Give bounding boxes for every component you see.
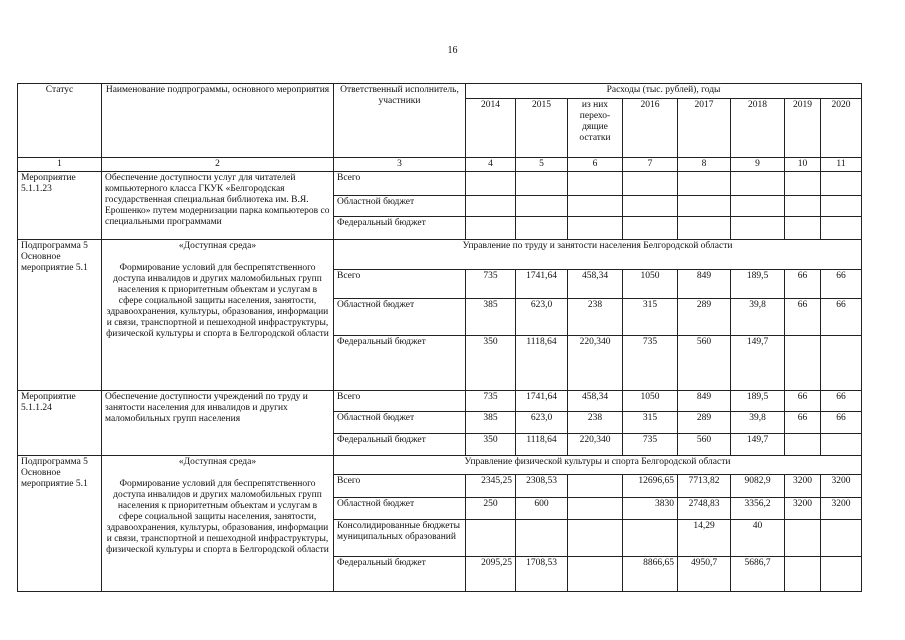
header-name: Наименование подпрограммы, основного мероприятия xyxy=(102,84,334,158)
cell-value: 4950,7 xyxy=(678,557,731,592)
cell-value: 2308,53 xyxy=(516,475,568,498)
cell-value: 735 xyxy=(466,391,516,412)
cell-value: 315 xyxy=(623,299,678,336)
row-name: Формирование условий для беспрепятственного доступа инвалидов и других маломобильных групп населения к приоритетным объектам и услугам в сфере социальной защиты населения, занятости, здравоохранения, культуры, образования, информации и связи, транспортной и пешеходной инфраструктуры, физической культуры и спорта в Белгородской области xyxy=(106,263,329,339)
cell-value: 849 xyxy=(678,391,731,412)
cell-value: 1741,64 xyxy=(516,391,568,412)
cell-value: 3356,2 xyxy=(731,498,785,520)
cell-value: 289 xyxy=(678,299,731,336)
col-number: 10 xyxy=(785,158,821,172)
cell-value: 3200 xyxy=(821,498,862,520)
cell-value: 1118,64 xyxy=(516,434,568,456)
row-label: Областной бюджет xyxy=(334,196,466,217)
cell-value: 2345,25 xyxy=(466,475,516,498)
cell-value: 66 xyxy=(821,391,862,412)
header-2014: 2014 xyxy=(466,99,516,158)
cell-value: 735 xyxy=(623,336,678,391)
cell-value xyxy=(821,434,862,456)
row-status: Подпрограмма 5 Основное мероприятие 5.1 xyxy=(18,240,102,391)
cell-value: 5686,7 xyxy=(731,557,785,592)
cell-value: 458,34 xyxy=(568,391,623,412)
cell-value: 250 xyxy=(466,498,516,520)
cell-value: 238 xyxy=(568,299,623,336)
row-label: Консолидированные бюджеты муниципальных образований xyxy=(334,520,466,557)
cell-value: 1050 xyxy=(623,391,678,412)
section-header: Управление по труду и занятости населения Белгородской области xyxy=(334,240,862,270)
cell-value: 149,7 xyxy=(731,434,785,456)
cell-value: 623,0 xyxy=(516,299,568,336)
cell-value: 238 xyxy=(568,412,623,434)
col-number: 7 xyxy=(623,158,678,172)
header-2015: 2015 xyxy=(516,99,568,158)
cell-value xyxy=(821,557,862,592)
row-name-cell xyxy=(102,240,334,391)
cell-value: 560 xyxy=(678,336,731,391)
cell-value: 458,34 xyxy=(568,270,623,299)
header-2018: 2018 xyxy=(731,99,785,158)
col-number: 8 xyxy=(678,158,731,172)
cell-value: 7713,82 xyxy=(678,475,731,498)
header-status: Статус xyxy=(18,84,102,158)
row-status: Мероприятие 5.1.1.23 xyxy=(18,172,102,240)
cell-value xyxy=(466,520,516,557)
header-2017: 2017 xyxy=(678,99,731,158)
cell-value: 623,0 xyxy=(516,412,568,434)
row-name: Обеспечение доступности учреждений по труду и занятости населения для инвалидов и других маломобильных групп населения xyxy=(102,391,334,456)
cell-value xyxy=(516,520,568,557)
cell-value: 385 xyxy=(466,412,516,434)
row-name-cell xyxy=(102,456,334,592)
cell-value: 1741,64 xyxy=(516,270,568,299)
row-label: Федеральный бюджет xyxy=(334,336,466,391)
cell-value: 3830 xyxy=(623,498,678,520)
row-label: Областной бюджет xyxy=(334,412,466,434)
cell-value: 220,340 xyxy=(568,434,623,456)
cell-value: 1118,64 xyxy=(516,336,568,391)
cell-value: 849 xyxy=(678,270,731,299)
header-2016: 2016 xyxy=(623,99,678,158)
cell-value: 66 xyxy=(821,270,862,299)
cell-value: 40 xyxy=(731,520,785,557)
cell-value: 9082,9 xyxy=(731,475,785,498)
cell-value xyxy=(785,434,821,456)
row-label: Всего xyxy=(334,475,466,498)
row-status: Подпрограмма 5 Основное мероприятие 5.1 xyxy=(18,456,102,592)
cell-value: 8866,65 xyxy=(623,557,678,592)
cell-value: 189,5 xyxy=(731,270,785,299)
cell-value xyxy=(821,520,862,557)
section-header: Управление физической культуры и спорта Белгородской области xyxy=(334,456,862,475)
cell-value xyxy=(821,336,862,391)
cell-value: 350 xyxy=(466,336,516,391)
cell-value: 3200 xyxy=(785,498,821,520)
col-number: 5 xyxy=(516,158,568,172)
cell-value: 735 xyxy=(623,434,678,456)
col-number: 2 xyxy=(102,158,334,172)
row-label: Федеральный бюджет xyxy=(334,217,466,240)
cell-value: 289 xyxy=(678,412,731,434)
col-number: 1 xyxy=(18,158,102,172)
header-2020: 2020 xyxy=(821,99,862,158)
col-number: 6 xyxy=(568,158,623,172)
col-number: 11 xyxy=(821,158,862,172)
column-numbers-row xyxy=(18,158,862,172)
header-2019: 2019 xyxy=(785,99,821,158)
cell-value: 12696,65 xyxy=(623,475,678,498)
col-number: 4 xyxy=(466,158,516,172)
cell-value xyxy=(568,520,623,557)
cell-value: 1050 xyxy=(623,270,678,299)
cell-value: 2748,83 xyxy=(678,498,731,520)
row-label: Всего xyxy=(334,270,466,299)
row-title: «Доступная среда» xyxy=(178,457,257,467)
cell-value: 14,29 xyxy=(678,520,731,557)
cell-value: 66 xyxy=(785,412,821,434)
cell-value xyxy=(785,557,821,592)
col-number: 3 xyxy=(334,158,466,172)
budget-table xyxy=(17,83,862,592)
table-row xyxy=(18,240,862,270)
cell-value: 385 xyxy=(466,299,516,336)
cell-value: 315 xyxy=(623,412,678,434)
cell-value: 149,7 xyxy=(731,336,785,391)
table-row xyxy=(18,172,862,196)
header-row xyxy=(18,84,862,99)
col-number: 9 xyxy=(731,158,785,172)
cell-value: 2095,25 xyxy=(466,557,516,592)
cell-value: 66 xyxy=(821,299,862,336)
cell-value: 3200 xyxy=(785,475,821,498)
cell-value: 3200 xyxy=(821,475,862,498)
row-label: Всего xyxy=(334,391,466,412)
cell-value xyxy=(623,520,678,557)
cell-value: 560 xyxy=(678,434,731,456)
row-label: Федеральный бюджет xyxy=(334,557,466,592)
cell-value xyxy=(568,557,623,592)
row-name: Обеспечение доступности услуг для читателей компьютерного класса ГКУК «Белгородская государственная специальная библиотека им. В.Я. Ерошенко» путем модернизации парка компьютеров со специальными программами xyxy=(102,172,334,240)
row-status: Мероприятие 5.1.1.24 xyxy=(18,391,102,456)
cell-value: 189,5 xyxy=(731,391,785,412)
cell-value: 39,8 xyxy=(731,299,785,336)
cell-value: 350 xyxy=(466,434,516,456)
row-title: «Доступная среда» xyxy=(178,241,257,251)
cell-value xyxy=(785,520,821,557)
page-number: 16 xyxy=(447,45,458,56)
header-expenses: Расходы (тыс. рублей), годы xyxy=(466,84,862,99)
cell-value: 66 xyxy=(785,391,821,412)
cell-value: 600 xyxy=(516,498,568,520)
header-executor: Ответственный исполнитель, участники xyxy=(334,84,466,158)
table-row xyxy=(18,456,862,475)
row-label: Всего xyxy=(334,172,466,196)
cell-value xyxy=(568,475,623,498)
cell-value: 735 xyxy=(466,270,516,299)
cell-value: 66 xyxy=(821,412,862,434)
table-row xyxy=(18,391,862,412)
row-label: Федеральный бюджет xyxy=(334,434,466,456)
header-remains: из них перехо-дящие остатки xyxy=(568,99,623,158)
cell-value xyxy=(785,336,821,391)
cell-value xyxy=(568,498,623,520)
cell-value: 66 xyxy=(785,299,821,336)
cell-value: 39,8 xyxy=(731,412,785,434)
cell-value: 66 xyxy=(785,270,821,299)
row-label: Областной бюджет xyxy=(334,498,466,520)
row-name: Формирование условий для беспрепятственного доступа инвалидов и других маломобильных групп населения к приоритетным объектам и услугам в сфере социальной защиты населения, занятости, здравоохранения, культуры, образования, информации и связи, транспортной и пешеходной инфраструктуры, физической культуры и спорта в Белгородской области xyxy=(106,479,329,555)
cell-value: 220,340 xyxy=(568,336,623,391)
row-label: Областной бюджет xyxy=(334,299,466,336)
cell-value: 1708,53 xyxy=(516,557,568,592)
